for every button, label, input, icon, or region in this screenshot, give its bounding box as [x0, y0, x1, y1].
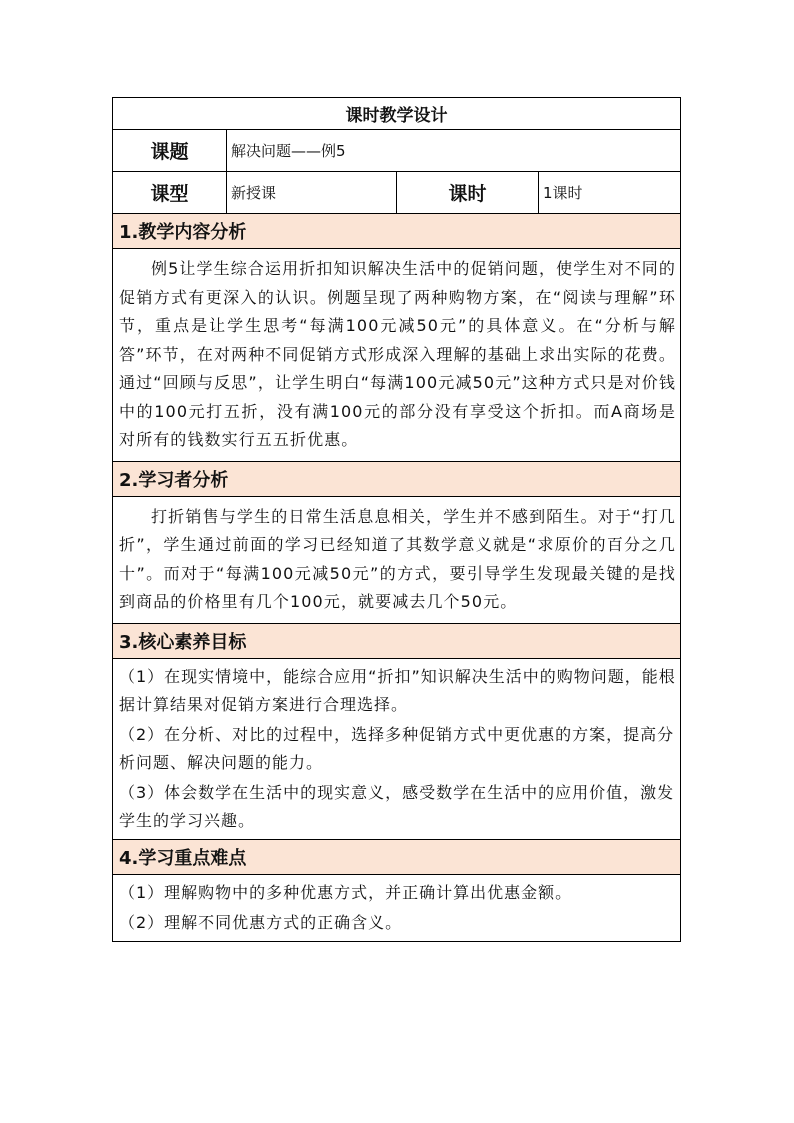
section-heading-core-goals: 3.核心素养目标 [113, 623, 681, 658]
list-item: （2）在分析、对比的过程中，选择多种促销方式中更优惠的方案，提高分析问题、解决问题的能力。 [119, 724, 675, 772]
section-body-core-goals [113, 658, 681, 839]
section-header-row [113, 839, 681, 874]
list-item: （1）在现实情境中，能综合应用“折扣”知识解决生活中的购物问题，能根据计算结果对促销方案进行合理选择。 [119, 666, 676, 714]
section-body-key-points [113, 874, 681, 941]
list-item: （1）理解购物中的多种优惠方式，并正确计算出优惠金额。 [119, 882, 573, 902]
lesson-plan-table [112, 97, 681, 942]
list-item: （2）理解不同优惠方式的正确含义。 [119, 912, 403, 932]
section-heading-key-points: 4.学习重点难点 [113, 839, 681, 874]
hours-label: 课时 [397, 172, 539, 214]
type-label: 课型 [113, 172, 227, 214]
paragraph: 打折销售与学生的日常生活息息相关，学生并不感到陌生。对于“打几折”，学生通过前面的学习已经知道了其数学意义就是“求原价的百分之几十”。而对于“每满100元减50元”的方式，要引导学生发现最关键的是找到商品的价格里有几个100元，就要减去几个50元。 [119, 506, 676, 611]
topic-value: 解决问题——例5 [227, 130, 681, 172]
list-item: （3）体会数学在生活中的现实意义，感受数学在生活中的应用价值，激发学生的学习兴趣。 [119, 782, 675, 830]
title-row [113, 98, 681, 130]
section-heading-content-analysis: 1.教学内容分析 [113, 214, 681, 249]
hours-value: 1课时 [539, 172, 681, 214]
section-body-learner-analysis [113, 496, 681, 623]
section-heading-learner-analysis: 2.学习者分析 [113, 461, 681, 496]
topic-label: 课题 [113, 130, 227, 172]
section-body-row [113, 658, 681, 839]
section-body-row [113, 874, 681, 941]
paragraph: 例5让学生综合运用折扣知识解决生活中的促销问题，使学生对不同的促销方式有更深入的认识。例题呈现了两种购物方案，在“阅读与理解”环节，重点是让学生思考“每满100元减50元”的具体意义。在“分析与解答”环节，在对两种不同促销方式形成深入理解的基础上求出实际的花费。通过“回顾与反思”，让学生明白“每满100元减50元”这种方式只是对价钱中的100元打五折，没有满100元的部分没有享受这个折扣。而A商场是对所有的钱数实行五五折优惠。 [119, 259, 676, 449]
section-body-row [113, 249, 681, 462]
topic-row [113, 130, 681, 172]
section-header-row [113, 461, 681, 496]
document-title: 课时教学设计 [113, 98, 681, 130]
type-value: 新授课 [227, 172, 397, 214]
section-header-row [113, 623, 681, 658]
section-header-row [113, 214, 681, 249]
section-body-content-analysis [113, 249, 681, 462]
section-body-row [113, 496, 681, 623]
type-row [113, 172, 681, 214]
